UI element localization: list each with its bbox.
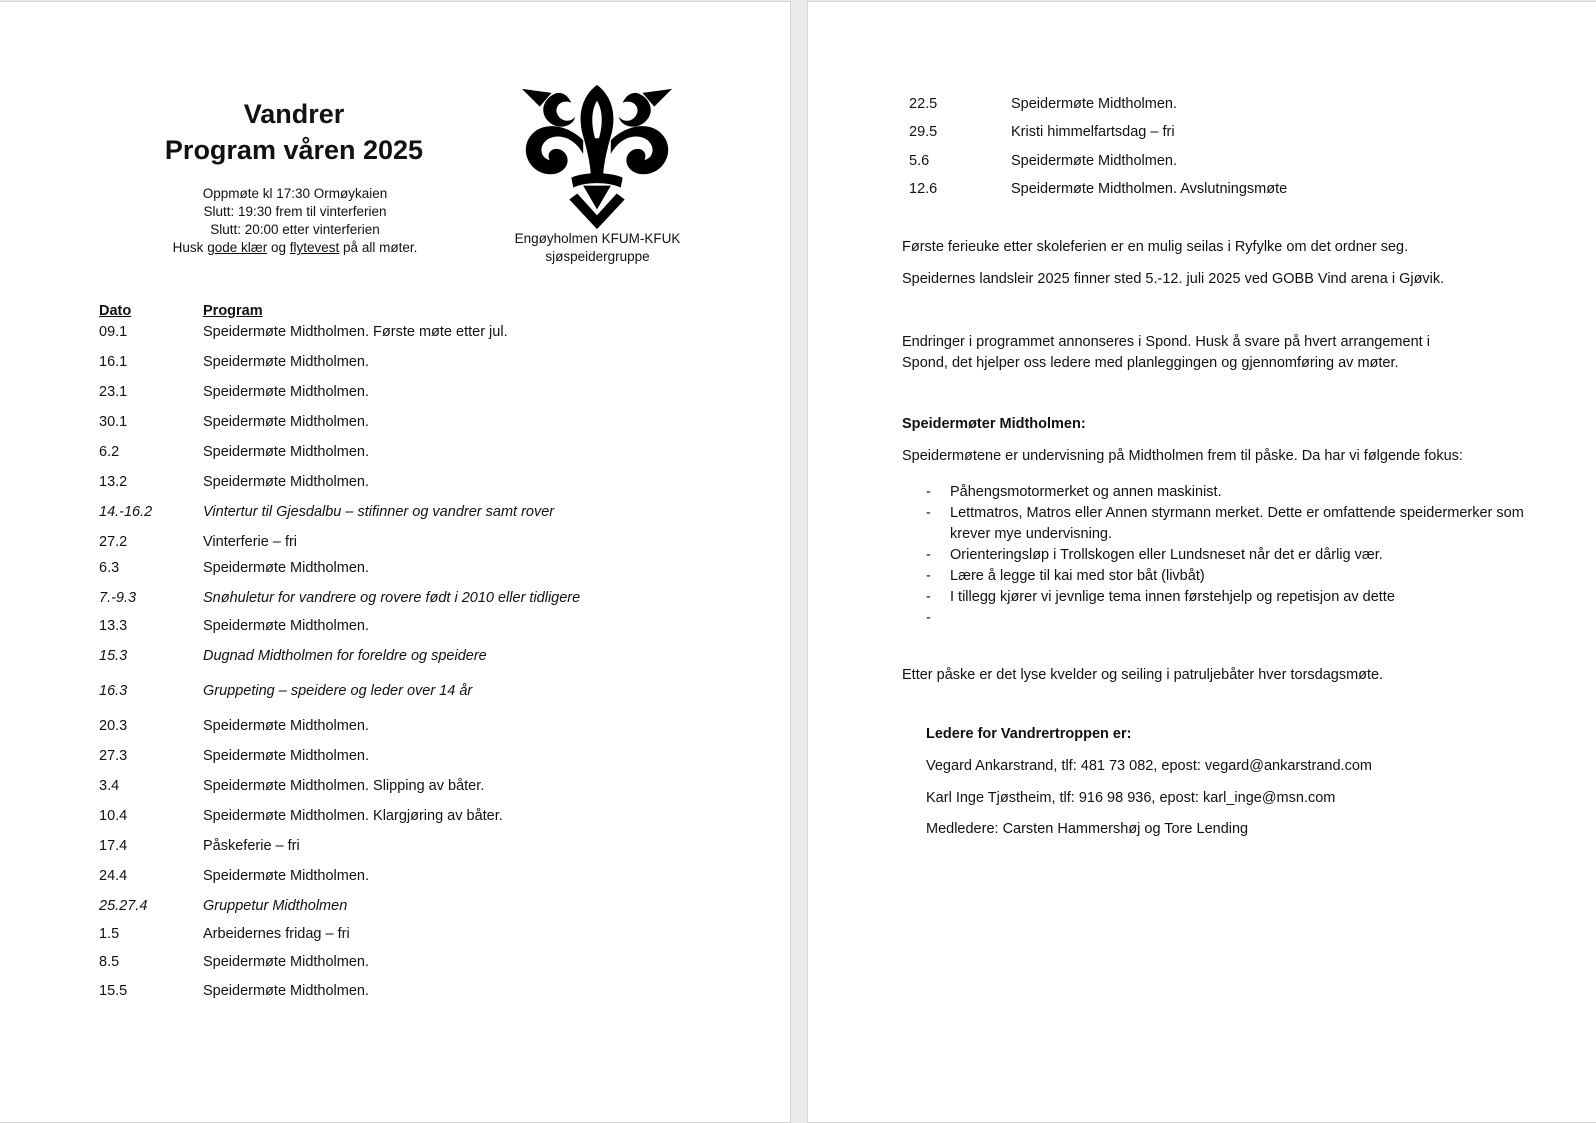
list-item: - Lettmatros, Matros eller Annen styrmann merket. Dette er omfattende speidermerker som krever mye undervisning. <box>926 505 1524 542</box>
leader-contact-1: Vegard Ankarstrand, tlf: 481 73 082, epost: vegard@ankarstrand.com <box>926 758 1372 774</box>
schedule-row: 16.3 Gruppeting – speidere og leder over 14 år <box>99 683 473 699</box>
paragraph-spond: Endringer i programmet annonseres i Spond. Husk å svare på hvert arrangement i Spond, det hjelper oss ledere med planleggingen og gjennomføring av møter. <box>902 334 1430 371</box>
document-page-1 <box>0 2 790 1122</box>
list-item: - Orienteringsløp i Trollskogen eller Lundsneset når det er dårlig vær. <box>926 547 1383 563</box>
schedule-row: 09.1 Speidermøte Midtholmen. Første møte etter jul. <box>99 324 508 340</box>
schedule-row: 6.3 Speidermøte Midtholmen. <box>99 560 370 576</box>
schedule-row: 6.2 Speidermøte Midtholmen. <box>99 444 370 460</box>
page-title: Vandrer <box>243 99 345 129</box>
schedule-row: 10.4 Speidermøte Midtholmen. Klargjøring av båter. <box>99 808 503 824</box>
list-item: - Påhengsmotormerket og annen maskinist. <box>926 484 1222 500</box>
fleur-de-lis-logo-icon <box>518 82 676 232</box>
schedule-row: 23.1 Speidermøte Midtholmen. <box>99 384 370 400</box>
schedule-row: 27.3 Speidermøte Midtholmen. <box>99 748 370 764</box>
schedule-row: 13.2 Speidermøte Midtholmen. <box>99 474 370 490</box>
schedule-row: 14.-16.2 Vintertur til Gjesdalbu – stifinner og vandrer samt rover <box>99 504 555 520</box>
logo-caption: Engøyholmen KFUM-KFUK sjøspeidergruppe <box>514 231 681 264</box>
section-heading: Speidermøter Midtholmen: <box>902 416 1086 432</box>
paragraph-etter-paske: Etter påske er det lyse kvelder og seiling i patruljebåter hver torsdagsmøte. <box>902 667 1384 683</box>
section-intro: Speidermøtene er undervisning på Midtholmen frem til påske. Da har vi følgende fokus: <box>902 448 1463 464</box>
page-subtitle: Program våren 2025 <box>164 135 424 165</box>
schedule-row: 17.4 Påskeferie – fri <box>99 838 300 854</box>
document-page-2: 22.5 Speidermøte Midtholmen. 29.5 Kristi himmelfartsdag – fri 5.6 Speidermøte Midtholmen. 12.6 Speidermøte Midtholmen. Avslutningsmøte Første ferieuke etter skoleferien er en mulig seilas i Ryfylke om det ordner seg. Speidernes landsleir 2025 finner sted 5.-12. juli 2025 ved GOBB Vind arena i Gjøvik. Endringer i programmet annonseres i Spond. Husk å svare på hvert arrangement i Spond, det hjelper oss ledere med planleggingen og gjennomføring av møter. Speidermøter Midtholmen: Speidermøtene er undervisning på Midtholmen frem til påske. Da har vi følgende fokus: - Påhengsmotormerket og annen maskinist. - Lettmatros, Matros eller Annen styrmann merket. Dette er omfattende speidermerker som krever mye undervisning. - Orienteringsløp i Trollskogen eller Lundsneset når det er dårlig vær. - Lære å legge til kai med stor båt (livbåt) - I tillegg kjører vi jevnlige tema innen førstehjelp og repetisjon av dette - Etter påske er det lyse kvelder og seiling i patruljebåter hver torsdagsmøte. Ledere for Vandrertroppen er: Vegard Ankarstrand, tlf: 481 73 082, epost: vegard@ankarstrand.com Karl Inge Tjøstheim, tlf: 916 98 936, epost: karl_inge@msn.com Medledere: Carsten Hammershøj og Tore Lending <box>808 2 1596 1122</box>
focus-list <box>926 482 1526 629</box>
schedule-row: 13.3 Speidermøte Midtholmen. <box>99 618 370 634</box>
schedule-row: 3.4 Speidermøte Midtholmen. Slipping av båter. <box>99 778 485 794</box>
schedule-row: 15.3 Dugnad Midtholmen for foreldre og speidere <box>99 648 487 664</box>
schedule-row: 15.5 Speidermøte Midtholmen. <box>99 983 370 999</box>
meeting-info <box>140 185 450 257</box>
list-item: - I tillegg kjører vi jevnlige tema innen førstehjelp og repetisjon av dette <box>926 589 1395 605</box>
leader-contact-2: Karl Inge Tjøstheim, tlf: 916 98 936, epost: karl_inge@msn.com <box>926 790 1336 806</box>
schedule-row: 30.1 Speidermøte Midtholmen. <box>99 414 370 430</box>
husk-line: Husk gode klær og flytevest på all møter. <box>172 240 418 255</box>
leaders-heading: Ledere for Vandrertroppen er: <box>926 726 1132 742</box>
schedule-row: 20.3 Speidermøte Midtholmen. <box>99 718 370 734</box>
schedule-row: 16.1 Speidermøte Midtholmen. <box>99 354 370 370</box>
meet-line-1: Oppmøte kl 17:30 Ormøykaien <box>202 186 388 201</box>
paragraph-seilas: Første ferieuke etter skoleferien er en mulig seilas i Ryfylke om det ordner seg. <box>902 239 1409 255</box>
list-item: - Lære å legge til kai med stor båt (livbåt) <box>926 568 1205 584</box>
schedule-row: 24.4 Speidermøte Midtholmen. <box>99 868 370 884</box>
meet-line-3: Slutt: 20:00 etter vinterferien <box>210 222 380 237</box>
column-header-dato: Dato <box>99 303 132 319</box>
schedule-row: 1.5 Arbeidernes fridag – fri <box>99 926 350 942</box>
schedule-row: 27.2 Vinterferie – fri <box>99 534 298 550</box>
meet-line-2: Slutt: 19:30 frem til vinterferien <box>203 204 387 219</box>
list-item: - <box>926 610 931 626</box>
column-header-program: Program <box>203 303 263 319</box>
schedule-row: 7.-9.3 Snøhuletur for vandrere og rovere født i 2010 eller tidligere <box>99 590 581 606</box>
schedule-row: 25.27.4 Gruppetur Midtholmen <box>99 898 348 914</box>
coleaders: Medledere: Carsten Hammershøj og Tore Lending <box>926 821 1249 837</box>
schedule-row: 8.5 Speidermøte Midtholmen. <box>99 954 370 970</box>
paragraph-landsleir: Speidernes landsleir 2025 finner sted 5.-12. juli 2025 ved GOBB Vind arena i Gjøvik. <box>902 271 1445 287</box>
